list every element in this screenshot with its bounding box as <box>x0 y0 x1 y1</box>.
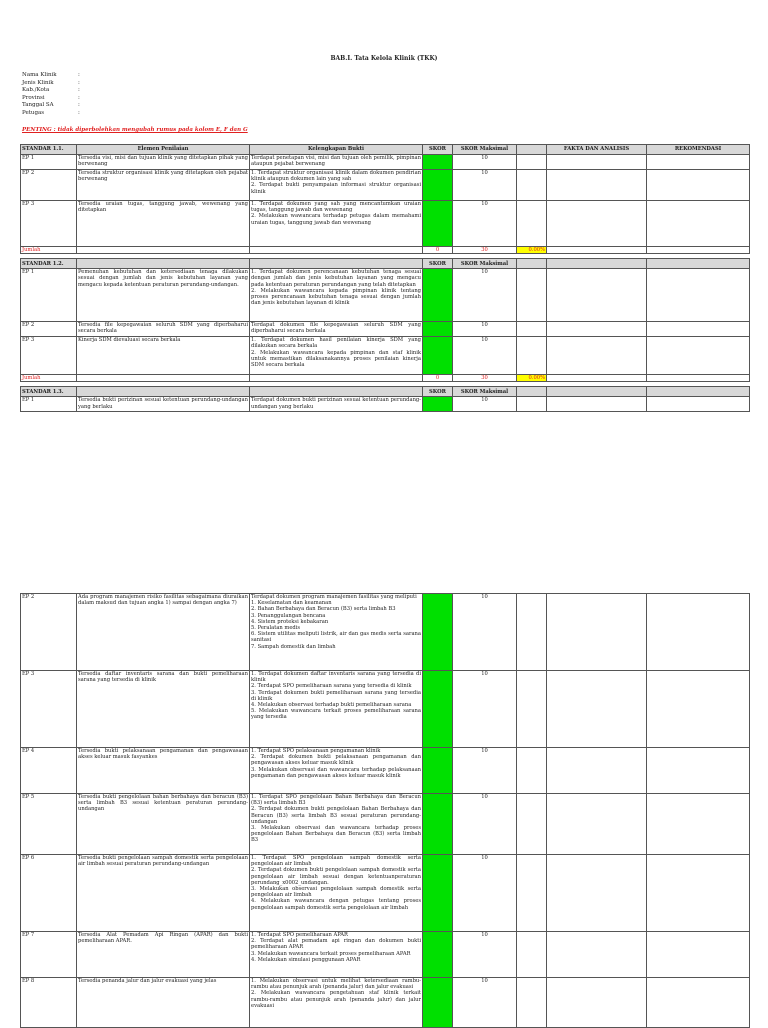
header-bukti: Kelengkapan Bukti <box>250 145 423 155</box>
jumlah-max: 30 <box>453 375 517 382</box>
bukti-line: 5. Peralatan medis <box>251 625 301 632</box>
elemen-cell: Tersedia visi, misi dan tujuan klinik yang ditetapkan pihak yang berwenang <box>77 155 250 170</box>
ep-cell: EP 1 <box>21 155 77 170</box>
skor-max-cell: 10 <box>453 269 517 322</box>
elemen-cell: Tersedia struktur organisasi klinik yang ditetapkan oleh pejabat berwenang <box>77 170 250 201</box>
info-label: Kab./Kota <box>22 87 50 94</box>
elemen-cell: Tersedia daftar inventaris sarana dan bukti pemeliharaan sarana yang tersedia di klinik <box>77 671 250 748</box>
skor-max-cell: 10 <box>453 594 517 671</box>
bukti-cell <box>250 337 423 375</box>
header-skor-max: SKOR Maksimal <box>453 387 517 397</box>
jumlah-row <box>21 375 750 382</box>
info-sep: : <box>78 94 80 101</box>
info-sep: : <box>78 79 80 86</box>
jumlah-label: Jumlah <box>21 247 77 254</box>
bukti-line: 7. Sampah domestik dan limbah <box>251 643 336 650</box>
rekomendasi-input[interactable] <box>647 932 750 978</box>
ep-cell: EP 3 <box>21 337 77 375</box>
table-row <box>21 337 750 375</box>
bukti-line: 1. Terdapat dokumen perencanaan kebutuhan tenaga sesuai dengan jumlah dan jenis kebutuhan layanan yang mengacu pada ketentuan peraturan perundangan yang telah ditetapkan <box>251 269 421 288</box>
header-skor: SKOR <box>423 387 453 397</box>
bukti-cell <box>250 201 423 247</box>
elemen-cell: Tersedia bukti pengelolaan sampah domestik serta pengelolaan air limbah sesuai peraturan perundang-undangan <box>77 855 250 932</box>
bukti-cell <box>250 671 423 748</box>
bukti-line: 1. Terdapat SPO pelaksanaan pengamanan klinik <box>251 748 381 754</box>
ep-cell: EP 6 <box>21 855 77 932</box>
bukti-line: 2. Terdapat alat pemadam api ringan dan dokumen bukti pemeliharaan APAR <box>251 938 421 951</box>
skor-max-cell: 10 <box>453 794 517 855</box>
table-row <box>21 269 750 322</box>
rekomendasi-input[interactable] <box>647 322 750 337</box>
table-row <box>21 748 750 794</box>
info-label: Petugas <box>22 109 45 116</box>
rekomendasi-input[interactable] <box>647 855 750 932</box>
bukti-cell <box>250 748 423 794</box>
standar-label: STANDAR 1.2. <box>21 259 77 269</box>
header-skor: SKOR <box>423 259 453 269</box>
fakta-input[interactable] <box>547 155 647 170</box>
ep-cell: EP 4 <box>21 748 77 794</box>
bukti-line: Terdapat dokumen file kepegawaian seluruh SDM yang diperbaharui secara berkala <box>251 322 421 335</box>
skor-input[interactable] <box>423 170 453 201</box>
info-row-kab-kota <box>22 87 80 95</box>
skor-max-cell: 10 <box>453 671 517 748</box>
bukti-line: 3. Terdapat dokumen bukti pemeliharaan sarana yang tersedia di klinik <box>251 689 421 702</box>
skor-max-cell: 10 <box>453 201 517 247</box>
elemen-cell: Pemenuhan kebutuhan dan ketersediaan tenaga dilakukan sesuai dengan jumlah dan jenis kebutuhan layanan yang mengacu kepada ketentuan peraturan perundang-undangan. <box>77 269 250 322</box>
fakta-input[interactable] <box>547 794 647 855</box>
header-fakta: FAKTA DAN ANALISIS <box>547 145 647 155</box>
info-row-jenis-klinik <box>22 80 80 88</box>
skor-input[interactable] <box>423 978 453 1028</box>
skor-input[interactable] <box>423 932 453 978</box>
info-row-petugas <box>22 110 80 118</box>
bukti-line: 2. Melakukan wawancara terhadap petugas dalam memahami uraian tugas, tanggung jawab dan wewenang <box>251 213 421 226</box>
rekomendasi-input[interactable] <box>647 978 750 1028</box>
header-skor-max: SKOR Maksimal <box>453 259 517 269</box>
bukti-line: 2. Terdapat dokumen bukti pengelolaan Bahan Berbahaya dan Beracun (B3) serta limbah B3 sesuai peraturan perundang-undangan <box>251 806 421 825</box>
skor-input[interactable] <box>423 201 453 247</box>
skor-max-cell: 10 <box>453 337 517 375</box>
skor-max-cell: 10 <box>453 932 517 978</box>
bukti-line: 3. Melakukan observasi dan wawancara terhadap pelaksanaan pengamanan dan pengawasan akses keluar masuk klinik <box>251 766 421 779</box>
elemen-cell: Kinerja SDM dievaluasi secara berkala <box>77 337 250 375</box>
warning-note: PENTING : tidak diperbolehkan mengubah rumus pada kolom E, F dan G <box>22 127 248 133</box>
ep-cell: EP 8 <box>21 978 77 1028</box>
elemen-cell: Tersedia penanda jalur dan jalur evakuasi yang jelas <box>77 978 250 1028</box>
fakta-input[interactable] <box>547 671 647 748</box>
document-title: BAB.I. Tata Kelola Klinik (TKK) <box>330 55 438 62</box>
bukti-line: 2. Terdapat dokumen bukti pengelolaan sampah domestik serta pengelolaan air limbah sesuai dengan ketentuanperaturan perundang_x0002_undangan. <box>251 867 421 886</box>
elemen-cell: Tersedia bukti perizinan sesuai ketentuan perundang-undangan yang berlaku <box>77 397 250 412</box>
ep-cell: EP 3 <box>21 671 77 748</box>
bukti-line: 4. Sistem proteksi kebakaran <box>251 618 329 625</box>
skor-max-cell: 10 <box>453 397 517 412</box>
bukti-line: 3. Melakukan observasi pengelolaan sampah domestik serta pengelolaan air limbah <box>251 886 421 899</box>
rekomendasi-input[interactable] <box>647 397 750 412</box>
bukti-cell <box>250 322 423 337</box>
ep-cell: EP 2 <box>21 322 77 337</box>
rekomendasi-input[interactable] <box>647 337 750 375</box>
standar-1-2-header <box>21 259 750 269</box>
skor-input[interactable] <box>423 397 453 412</box>
rekomendasi-input[interactable] <box>647 671 750 748</box>
standar-label: STANDAR 1.1. <box>21 145 77 155</box>
bukti-line: 3. Melakukan wawancara terkait proses pemeliharaan APAR <box>251 950 411 957</box>
bukti-line: 1. Terdapat struktur organisasi klinik dalam dokumen pendirian klinik ataupun dokumen lain yang sah <box>251 170 421 183</box>
blank-cell <box>517 201 547 247</box>
header-elemen: Elemen Penilaian <box>77 145 250 155</box>
info-sep: : <box>78 72 80 78</box>
table-row <box>21 322 750 337</box>
bukti-line: 1. Terdapat dokumen daftar inventaris sarana yang tersedia di klinik <box>251 671 421 684</box>
table-row <box>21 855 750 932</box>
bukti-line: Terdapat dokumen bukti perizinan sesuai ketentuan perundang-undangan yang berlaku <box>251 397 421 410</box>
jumlah-skor: 0 <box>423 375 453 382</box>
skor-input[interactable] <box>423 594 453 671</box>
ep-cell: EP 2 <box>21 594 77 671</box>
fakta-input[interactable] <box>547 748 647 794</box>
assessment-table-page2 <box>20 593 750 1028</box>
table-row <box>21 201 750 247</box>
skor-input[interactable] <box>423 269 453 322</box>
info-row-provinsi <box>22 95 80 103</box>
bukti-line: 6. Sistem utilitas meliputi listrik, air dan gas medis serta sarana sanitasi <box>251 631 421 644</box>
rekomendasi-input[interactable] <box>647 794 750 855</box>
bukti-cell <box>250 855 423 932</box>
table-row <box>21 397 750 412</box>
blank-cell <box>517 155 547 170</box>
elemen-cell: Tersedia Alat Pemadam Api Ringan (APAR) dan bukti pemeliharaan APAR. <box>77 932 250 978</box>
ep-cell: EP 3 <box>21 201 77 247</box>
jumlah-max: 30 <box>453 247 517 254</box>
elemen-cell: Tersedia bukti pengelolaan bahan berbahaya dan beracun (B3) serta limbah B3 sesuai ketentuan peraturan perundang-undangan <box>77 794 250 855</box>
rekomendasi-input[interactable] <box>647 269 750 322</box>
skor-input[interactable] <box>423 155 453 170</box>
table-row <box>21 155 750 170</box>
skor-input[interactable] <box>423 671 453 748</box>
fakta-input[interactable] <box>547 201 647 247</box>
table-row <box>21 794 750 855</box>
bukti-line: Terdapat dokumen program manajemen fasilitas yang meliputi <box>251 594 417 600</box>
skor-max-cell: 10 <box>453 155 517 170</box>
jumlah-row <box>21 247 750 254</box>
bukti-cell <box>250 155 423 170</box>
skor-max-cell: 10 <box>453 855 517 932</box>
bukti-line: 4. Melakukan wawancara dengan petugas tentang proses pengelolaan sampah domestik serta pengelolaan air limbah <box>251 898 421 911</box>
bukti-cell <box>250 594 423 671</box>
header-skor: SKOR <box>423 145 453 155</box>
bukti-line: 2. Terdapat SPO pemeliharaan sarana yang tersedia di klinik <box>251 683 412 690</box>
skor-input[interactable] <box>423 794 453 855</box>
jumlah-percent: 0.00% <box>517 375 547 382</box>
info-label: Tanggal SA <box>22 102 54 109</box>
ep-cell: EP 2 <box>21 170 77 201</box>
fakta-input[interactable] <box>547 932 647 978</box>
clinic-info-block <box>22 72 80 118</box>
bukti-cell <box>250 170 423 201</box>
bukti-line: 1. Melakukan observasi untuk melihat ketersediaan rambu-rambu atau penunjuk arah (penanda jalur) dan jalur evakuasi <box>251 978 421 991</box>
bukti-line: 2. Terdapat bukti penyampaian informasi struktur organisasi klinik <box>251 182 421 195</box>
rekomendasi-input[interactable] <box>647 748 750 794</box>
info-label: Jenis Klinik <box>22 79 54 86</box>
elemen-cell: Tersedia bukti pelaksanaan pengamanan dan pengawasaan akses keluar masuk fasyankes <box>77 748 250 794</box>
table-row <box>21 671 750 748</box>
bukti-line: 2. Terdapat dokumen bukti pelaksanaan pengamanan dan pengawasan akses keluar masuk klinik <box>251 754 421 767</box>
skor-max-cell: 10 <box>453 978 517 1028</box>
skor-input[interactable] <box>423 337 453 375</box>
bukti-cell <box>250 269 423 322</box>
bukti-line: 1. Terdapat dokumen hasil penilaian kinerja SDM yang dilakukan secara berkala <box>251 337 421 350</box>
skor-max-cell: 10 <box>453 170 517 201</box>
fakta-input[interactable] <box>547 594 647 671</box>
header-blank <box>517 145 547 155</box>
table-row <box>21 170 750 201</box>
bukti-cell <box>250 978 423 1028</box>
info-sep: : <box>78 109 80 116</box>
skor-input[interactable] <box>423 322 453 337</box>
fakta-input[interactable] <box>547 170 647 201</box>
fakta-input[interactable] <box>547 397 647 412</box>
bukti-line: 2. Melakukan wawancara kepada pimpinan klinik tentang proses perencanaan kebutuhan tenaga sesuai dengan jumlah dan jenis kebutuhan layanan di klinik <box>251 287 421 307</box>
bukti-line: 2. Melakukan wawancara kepada pimpinan dan staf klinik untuk memastikan dilaksanakannya proses penilaian kinerja SDM secara berkala <box>251 349 421 369</box>
ep-cell: EP 1 <box>21 269 77 322</box>
bukti-line: 3. Penanggulangan bencana <box>251 612 326 619</box>
bukti-line: 4. Melakukan simulasi penggunaan APAR <box>251 956 361 963</box>
bukti-line: 1. Keselamatan dan keamanan <box>251 600 332 607</box>
bukti-line: 2. Bahan Berbahaya dan Beracun (B3) serta limbah B3 <box>251 606 396 613</box>
skor-input[interactable] <box>423 855 453 932</box>
bukti-line: 1. Terdapat SPO pemeliharaan APAR <box>251 932 348 938</box>
jumlah-percent: 0.00% <box>517 247 547 254</box>
skor-max-cell: 10 <box>453 748 517 794</box>
standar-label: STANDAR 1.3. <box>21 387 77 397</box>
ep-cell: EP 7 <box>21 932 77 978</box>
info-row-tanggal-sa <box>22 102 80 110</box>
skor-max-cell: 10 <box>453 322 517 337</box>
skor-input[interactable] <box>423 748 453 794</box>
bukti-line: 4. Melakukan observasi terhadap bukti pemeliharaan sarana <box>251 702 412 709</box>
rekomendasi-input[interactable] <box>647 201 750 247</box>
fakta-input[interactable] <box>547 269 647 322</box>
rekomendasi-input[interactable] <box>647 155 750 170</box>
info-sep: : <box>78 102 80 109</box>
bukti-cell <box>250 932 423 978</box>
rekomendasi-input[interactable] <box>647 170 750 201</box>
ep-cell: EP 1 <box>21 397 77 412</box>
header-rekomendasi: REKOMENDASI <box>647 145 750 155</box>
elemen-cell: Ada program manajemen risiko fasilitas sebagaimana diuraikan dalam maksud dan tujuan angka 1) sampai dengan angka 7) <box>77 594 250 671</box>
fakta-input[interactable] <box>547 337 647 375</box>
info-row-nama-klinik <box>22 72 80 80</box>
bukti-line: 1. Terdapat SPO pengelolaan sampah domestik serta pengelolaan air limbah <box>251 855 421 868</box>
info-sep: : <box>78 87 80 94</box>
rekomendasi-input[interactable] <box>647 594 750 671</box>
bukti-line: 5. Melakukan wawancara terkait proses pemeliharaan sarana yang tersedia <box>251 708 421 721</box>
fakta-input[interactable] <box>547 322 647 337</box>
info-label: Provinsi <box>22 94 45 101</box>
info-label: Nama Klinik <box>22 72 57 78</box>
table-row <box>21 978 750 1028</box>
elemen-cell: Tersedia file kepegawaian seluruh SDM yang diperbaharui secara berkala <box>77 322 250 337</box>
fakta-input[interactable] <box>547 978 647 1028</box>
header-skor-max: SKOR Maksimal <box>453 145 517 155</box>
jumlah-label: Jumlah <box>21 375 77 382</box>
table-row <box>21 594 750 671</box>
standar-1-3-header <box>21 387 750 397</box>
elemen-cell: Tersedia uraian tugas, tanggung jawab, wewenang yang ditetapkan <box>77 201 250 247</box>
bukti-cell <box>250 397 423 412</box>
blank-cell <box>517 170 547 201</box>
bukti-line: 1. Terdapat SPO pengelolaan Bahan Berbahaya dan Beracun (B3) serta limbah B3 <box>251 794 421 807</box>
jumlah-skor: 0 <box>423 247 453 254</box>
bukti-line: Terdapat penetapan visi, misi dan tujuan oleh pemilik, pimpinan ataupun pejabat berwenang <box>251 155 421 168</box>
bukti-line: 1. Terdapat dokumen yang sah yang mencantumkan uraian tugas, tanggung jawab dan wewenang <box>251 201 421 214</box>
fakta-input[interactable] <box>547 855 647 932</box>
standar-1-1-header <box>21 145 750 155</box>
bukti-line: 3. Melakukan observasi dan wawancara terhadap proses pengelolaan Bahan Berbahaya dan Beracun (B3) serta limbah B3 <box>251 825 421 844</box>
ep-cell: EP 5 <box>21 794 77 855</box>
table-row <box>21 932 750 978</box>
assessment-table-page1 <box>20 144 750 412</box>
bukti-cell <box>250 794 423 855</box>
bukti-line: 2. Melakukan wawancara pengetahuan staf klinik terkait rambu-rambu atau penunjuk arah (penanda jalur) dan jalur evakuasi <box>251 990 421 1009</box>
